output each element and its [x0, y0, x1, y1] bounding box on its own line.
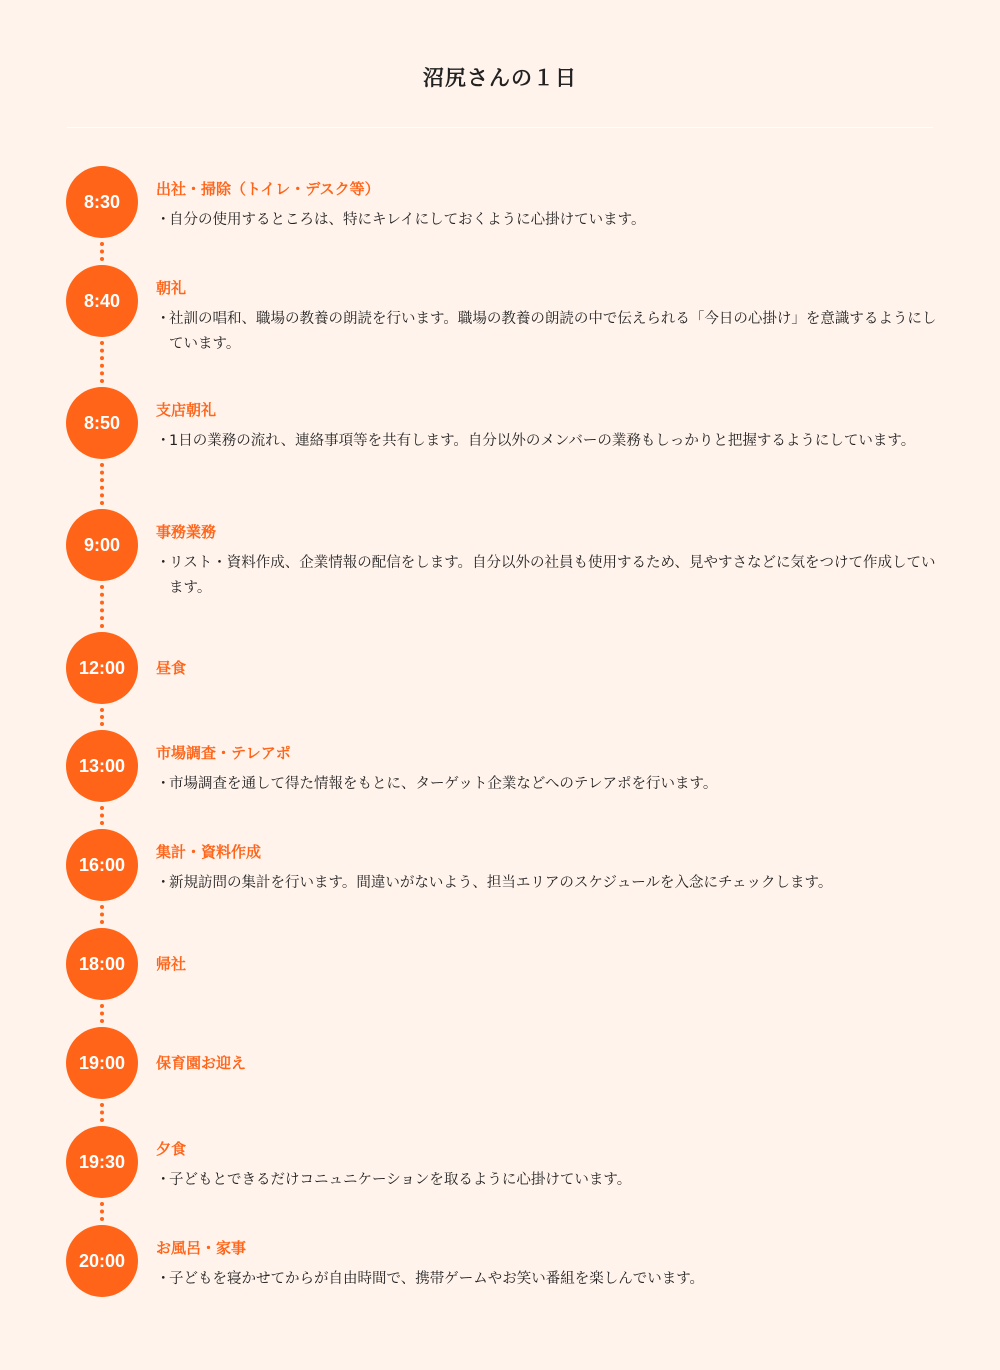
- entry-description-text: 自分の使用するところは、特にキレイにしておくように心掛けています。: [169, 212, 646, 228]
- time-badge: 19:30: [66, 1126, 138, 1198]
- schedule-entry: [156, 400, 946, 454]
- schedule-entry: [156, 842, 946, 896]
- timeline-connector: [100, 585, 104, 628]
- entry-description: [156, 429, 946, 454]
- entry-title: 支店朝礼: [156, 401, 217, 419]
- entry-description-text: 子どもとできるだけコニュニケーションを取るように心掛けています。: [169, 1172, 632, 1188]
- timeline-connector: [100, 463, 104, 505]
- bullet-mark: ・: [156, 1172, 171, 1188]
- timeline-connector: [100, 1202, 104, 1221]
- entry-description-text: 子どもを寝かせてからが自由時間で、携帯ゲームやお笑い番組を楽しんでいます。: [169, 1271, 705, 1287]
- entry-title: 市場調査・テレアポ: [156, 744, 291, 762]
- bullet-mark: ・: [156, 555, 171, 571]
- entry-title: 朝礼: [156, 279, 187, 297]
- bullet-mark: ・: [156, 212, 171, 228]
- time-badge: 8:40: [66, 265, 138, 337]
- entry-title: 帰社: [156, 955, 187, 973]
- time-badge: 12:00: [66, 632, 138, 704]
- time-badge: 20:00: [66, 1225, 138, 1297]
- entry-title: 夕食: [156, 1140, 187, 1158]
- timeline-connector: [100, 708, 104, 726]
- schedule-entry: [156, 278, 946, 357]
- entry-description-text: リスト・資料作成、企業情報の配信をします。自分以外の社員も使用するため、見やすさなどに気をつけて作成しています。: [169, 555, 936, 596]
- entry-description: [156, 1267, 946, 1292]
- entry-title: 保育園お迎え: [156, 1054, 247, 1072]
- timeline-connector: [100, 1103, 104, 1122]
- timeline-connector: [100, 905, 104, 924]
- entry-description-text: 社訓の唱和、職場の教養の朗読を行います。職場の教養の朗読の中で伝えられる「今日の心掛け」を意識するようにしています。: [169, 311, 937, 352]
- entry-description-text: 市場調査を通して得た情報をもとに、ターゲット企業などへのテレアポを行います。: [169, 776, 718, 792]
- timeline-connector: [100, 242, 104, 261]
- bullet-mark: ・: [156, 776, 171, 792]
- schedule-entry: [156, 1053, 946, 1073]
- time-badge: 13:00: [66, 730, 138, 802]
- bullet-mark: ・: [156, 433, 171, 449]
- time-badge: 8:30: [66, 166, 138, 238]
- schedule-entry: [156, 522, 946, 601]
- entry-title: 昼食: [156, 659, 187, 677]
- bullet-mark: ・: [156, 311, 171, 327]
- entry-description: [156, 551, 946, 601]
- entry-description-text: 新規訪問の集計を行います。間違いがないよう、担当エリアのスケジュールを入念にチェックします。: [169, 875, 833, 891]
- bullet-mark: ・: [156, 1271, 171, 1287]
- schedule-entry: [156, 658, 946, 678]
- schedule-entry: [156, 743, 946, 797]
- entry-title: 出社・掃除（トイレ・デスク等）: [156, 180, 380, 198]
- entry-title: お風呂・家事: [156, 1239, 247, 1257]
- entry-description: [156, 1168, 946, 1193]
- bullet-mark: ・: [156, 875, 171, 891]
- schedule-entry: [156, 179, 946, 233]
- entry-title: 集計・資料作成: [156, 843, 262, 861]
- time-badge: 19:00: [66, 1027, 138, 1099]
- entry-title: 事務業務: [156, 523, 217, 541]
- entry-description: [156, 772, 946, 797]
- timeline-connector: [100, 341, 104, 383]
- entry-description: [156, 307, 946, 357]
- entry-description-text: 1日の業務の流れ、連絡事項等を共有します。自分以外のメンバーの業務もしっかりと把握するようにしています。: [169, 433, 916, 449]
- entry-description: [156, 871, 946, 896]
- schedule-entry: [156, 1238, 946, 1292]
- time-badge: 16:00: [66, 829, 138, 901]
- timeline-connector: [100, 1004, 104, 1023]
- schedule-entry: [156, 1139, 946, 1193]
- entry-description: [156, 208, 946, 233]
- page-title: 沼尻さんの１日: [423, 66, 577, 90]
- time-badge: 8:50: [66, 387, 138, 459]
- timeline-connector: [100, 806, 104, 825]
- time-badge: 18:00: [66, 928, 138, 1000]
- schedule-entry: [156, 954, 946, 974]
- time-badge: 9:00: [66, 509, 138, 581]
